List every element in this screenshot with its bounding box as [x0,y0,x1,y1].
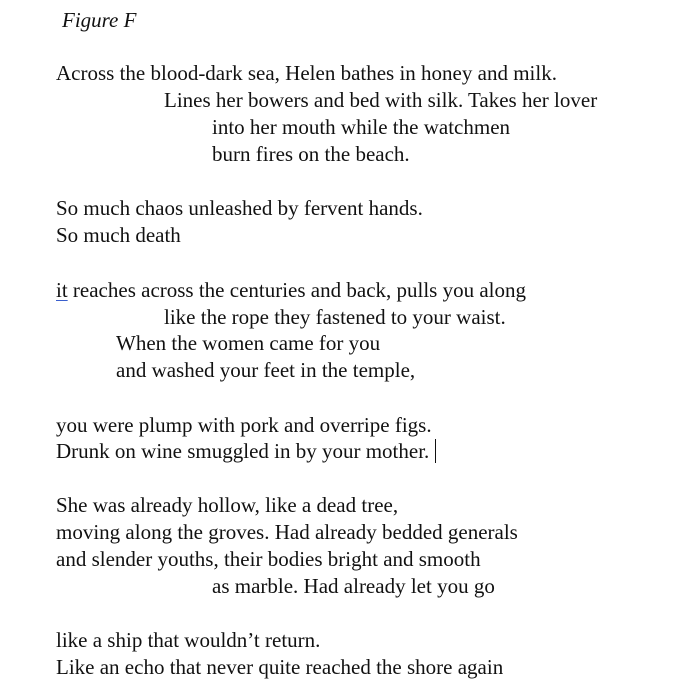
poem-line: as marble. Had already let you go [212,574,495,598]
figure-title: Figure F [62,8,137,32]
poem-line: Across the blood-dark sea, Helen bathes in honey and milk. [56,61,557,85]
poem-line [56,438,436,464]
poem-line-rest: reaches across the centuries and back, pulls you along [67,278,527,302]
poem-line: When the women came for you [116,331,381,355]
poem-line: you were plump with pork and overripe figs. [56,413,432,437]
poem-line: Lines her bowers and bed with silk. Takes her lover [164,88,598,112]
poem-line: So much death [56,223,181,247]
poem-line: into her mouth while the watchmen [212,115,511,139]
poem-line-text: Drunk on wine smuggled in by your mother. [56,439,430,463]
poem-line: burn fires on the beach. [212,142,410,166]
poem-line: So much chaos unleashed by fervent hands. [56,196,423,220]
poem-line: She was already hollow, like a dead tree, [56,493,399,517]
poem-line [56,277,526,303]
poem-line: moving along the groves. Had already bedded generals [56,520,518,544]
poem-line: Like an echo that never quite reached the shore again [56,655,504,679]
poem-line: and slender youths, their bodies bright and smooth [56,547,481,571]
text-cursor [435,439,436,463]
poem-line: and washed your feet in the temple, [116,358,416,382]
poem-line: like the rope they fastened to your waist. [164,305,506,329]
spellcheck-flagged-word[interactable]: it [56,278,68,302]
poem-line: like a ship that wouldn’t return. [56,628,321,652]
